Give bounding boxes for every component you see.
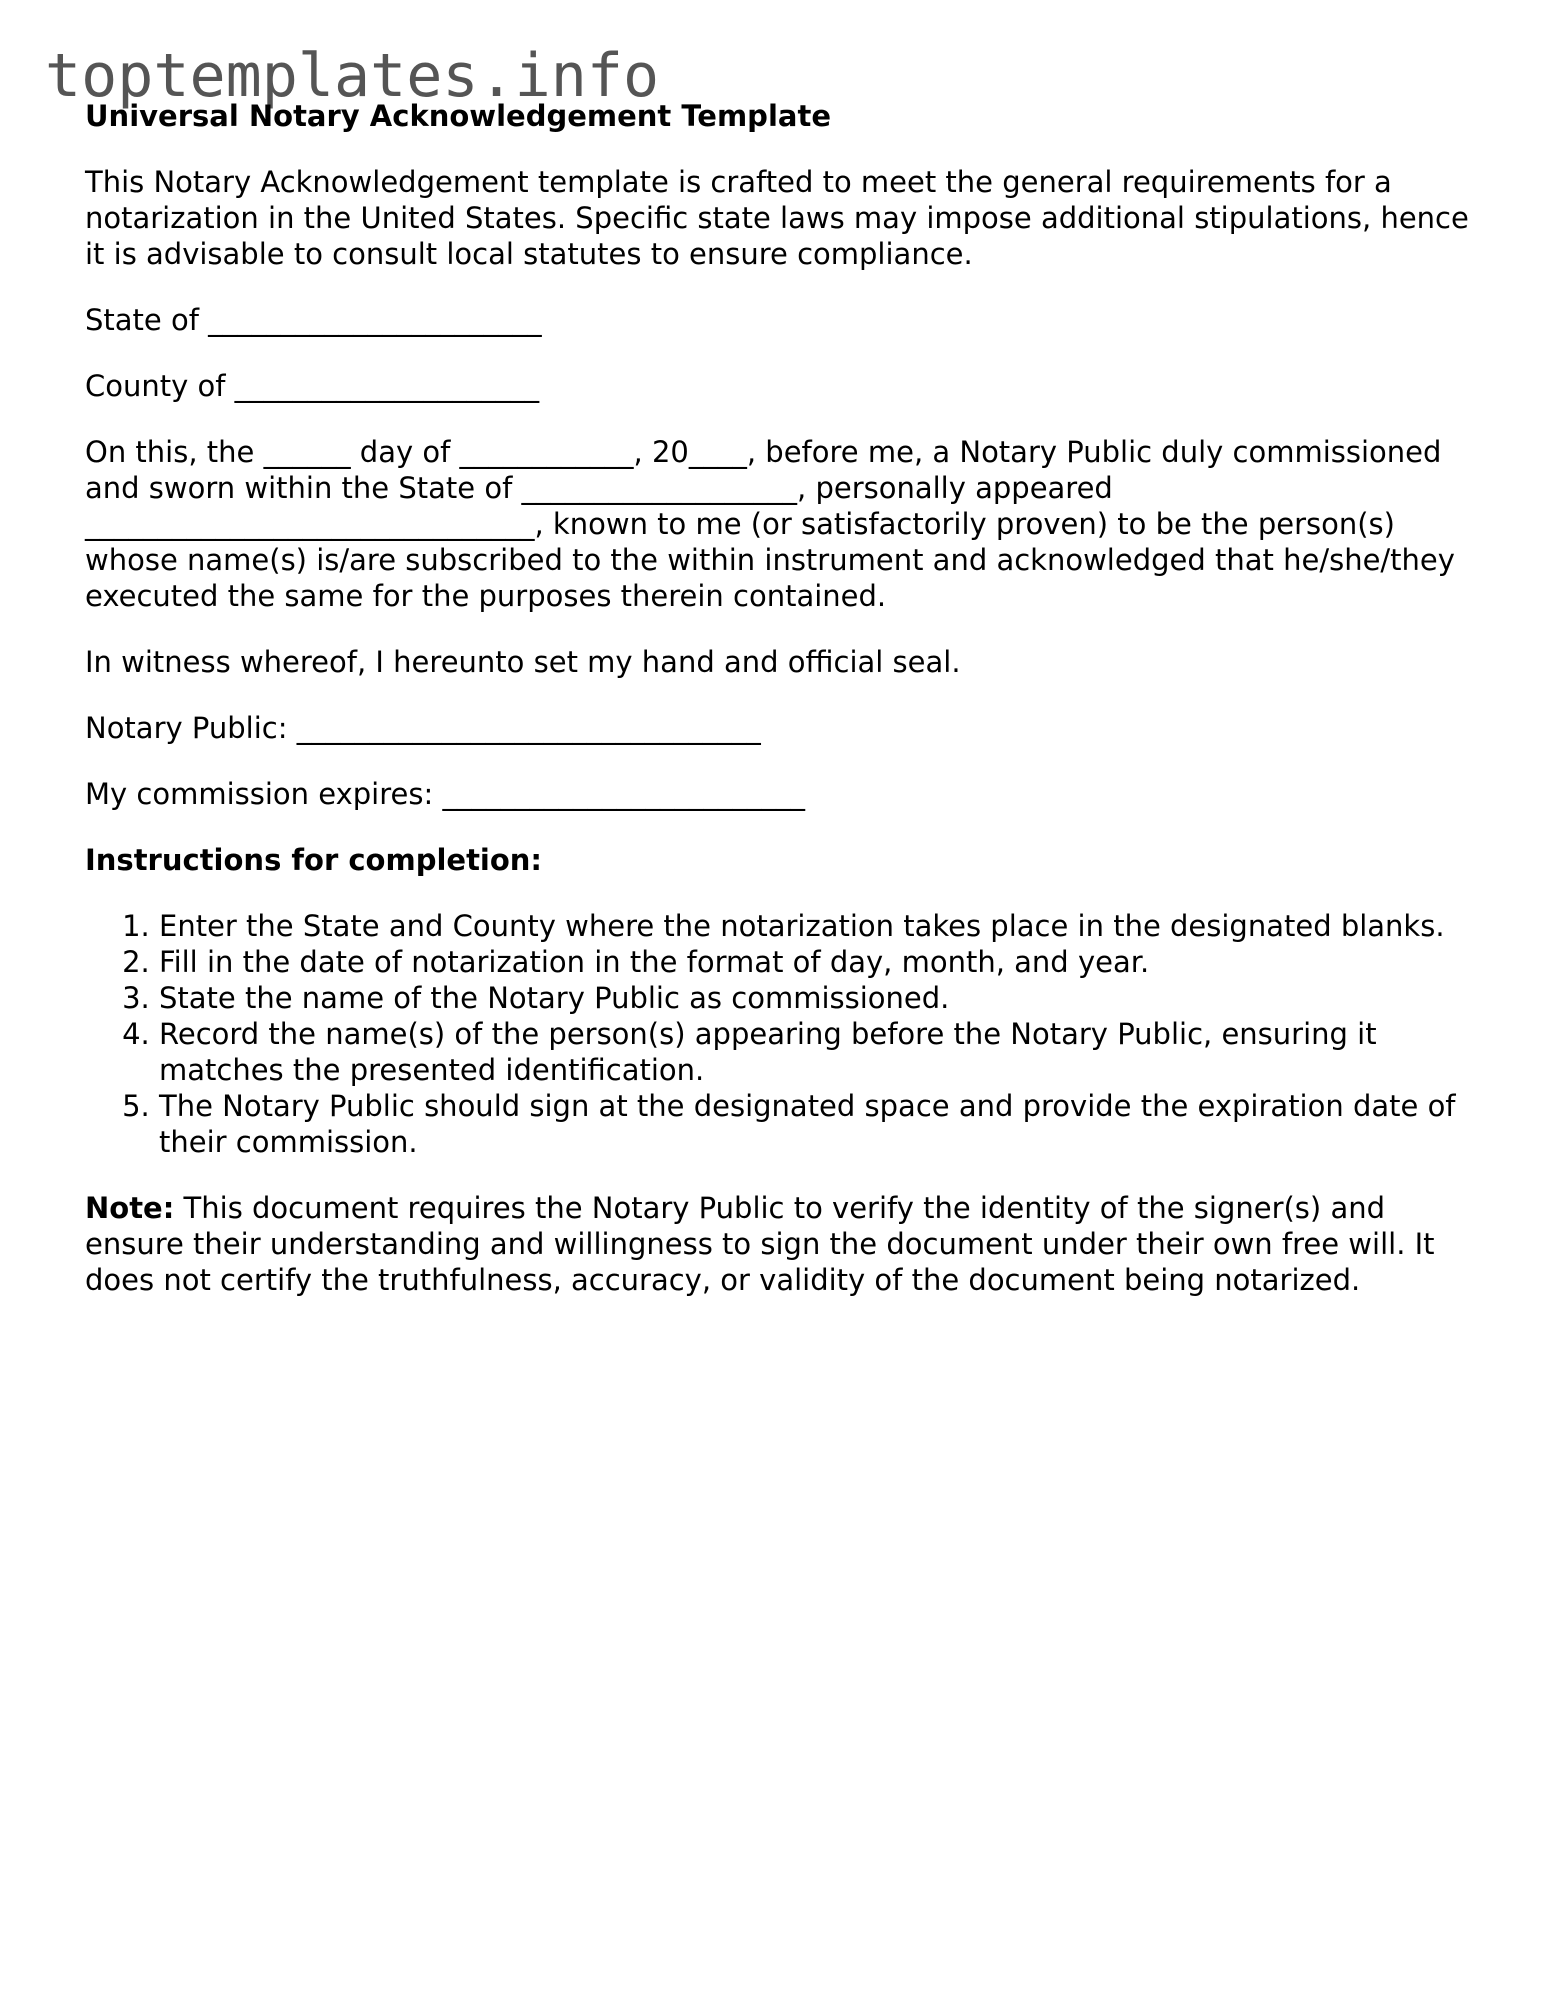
county-field-line: County of _____________________ [85,369,540,403]
instructions-list [85,908,1485,1160]
instruction-item: 3. State the name of the Notary Public as commissioned. [159,980,1485,1016]
document-body [85,98,1485,1328]
acknowledgement-paragraph: On this, the ______ day of ____________, 20____, before me, a Notary Public duly commissioned and sworn within the State of ___________________, personally appeared _______________________________, known to me (or satisfactorily proven) to be the person(s) whose name(s) is/are subscribed to the within instrument and acknowledged that he/she/they executed the same for the purposes therein contained. [85,435,1455,613]
witness-statement: In witness whereof, I hereunto set my hand and official seal. [85,645,961,679]
instruction-item: 5. The Notary Public should sign at the designated space and provide the expiration date of their commission. [159,1088,1485,1160]
intro-paragraph: This Notary Acknowledgement template is crafted to meet the general requirements for a notarization in the United States. Specific state laws may impose additional stipulations, hence it is advisable to consult local statutes to ensure compliance. [85,165,1469,271]
note-paragraph [85,1190,1485,1298]
instructions-heading: Instructions for completion: [85,843,543,877]
commission-expiry-line: My commission expires: _________________________ [85,777,805,811]
instruction-item: 1. Enter the State and County where the notarization takes place in the designated blanks. [159,908,1485,944]
instruction-item: 4. Record the name(s) of the person(s) appearing before the Notary Public, ensuring it matches the presented identification. [159,1016,1485,1088]
note-label: Note: [85,1191,175,1225]
note-text: This document requires the Notary Public to verify the identity of the signer(s) and ensure their understanding and willingness to sign the document under their own free will. It does not certify the truthfulness, accuracy, or validity of the document being notarized. [85,1191,1435,1297]
watermark: toptemplates.info [45,41,660,111]
document-title: Universal Notary Acknowledgement Template [85,99,831,133]
notary-public-signature-line: Notary Public: ________________________________ [85,711,761,745]
instruction-item: 2. Fill in the date of notarization in the format of day, month, and year. [159,944,1485,980]
state-field-line: State of _______________________ [85,303,542,337]
